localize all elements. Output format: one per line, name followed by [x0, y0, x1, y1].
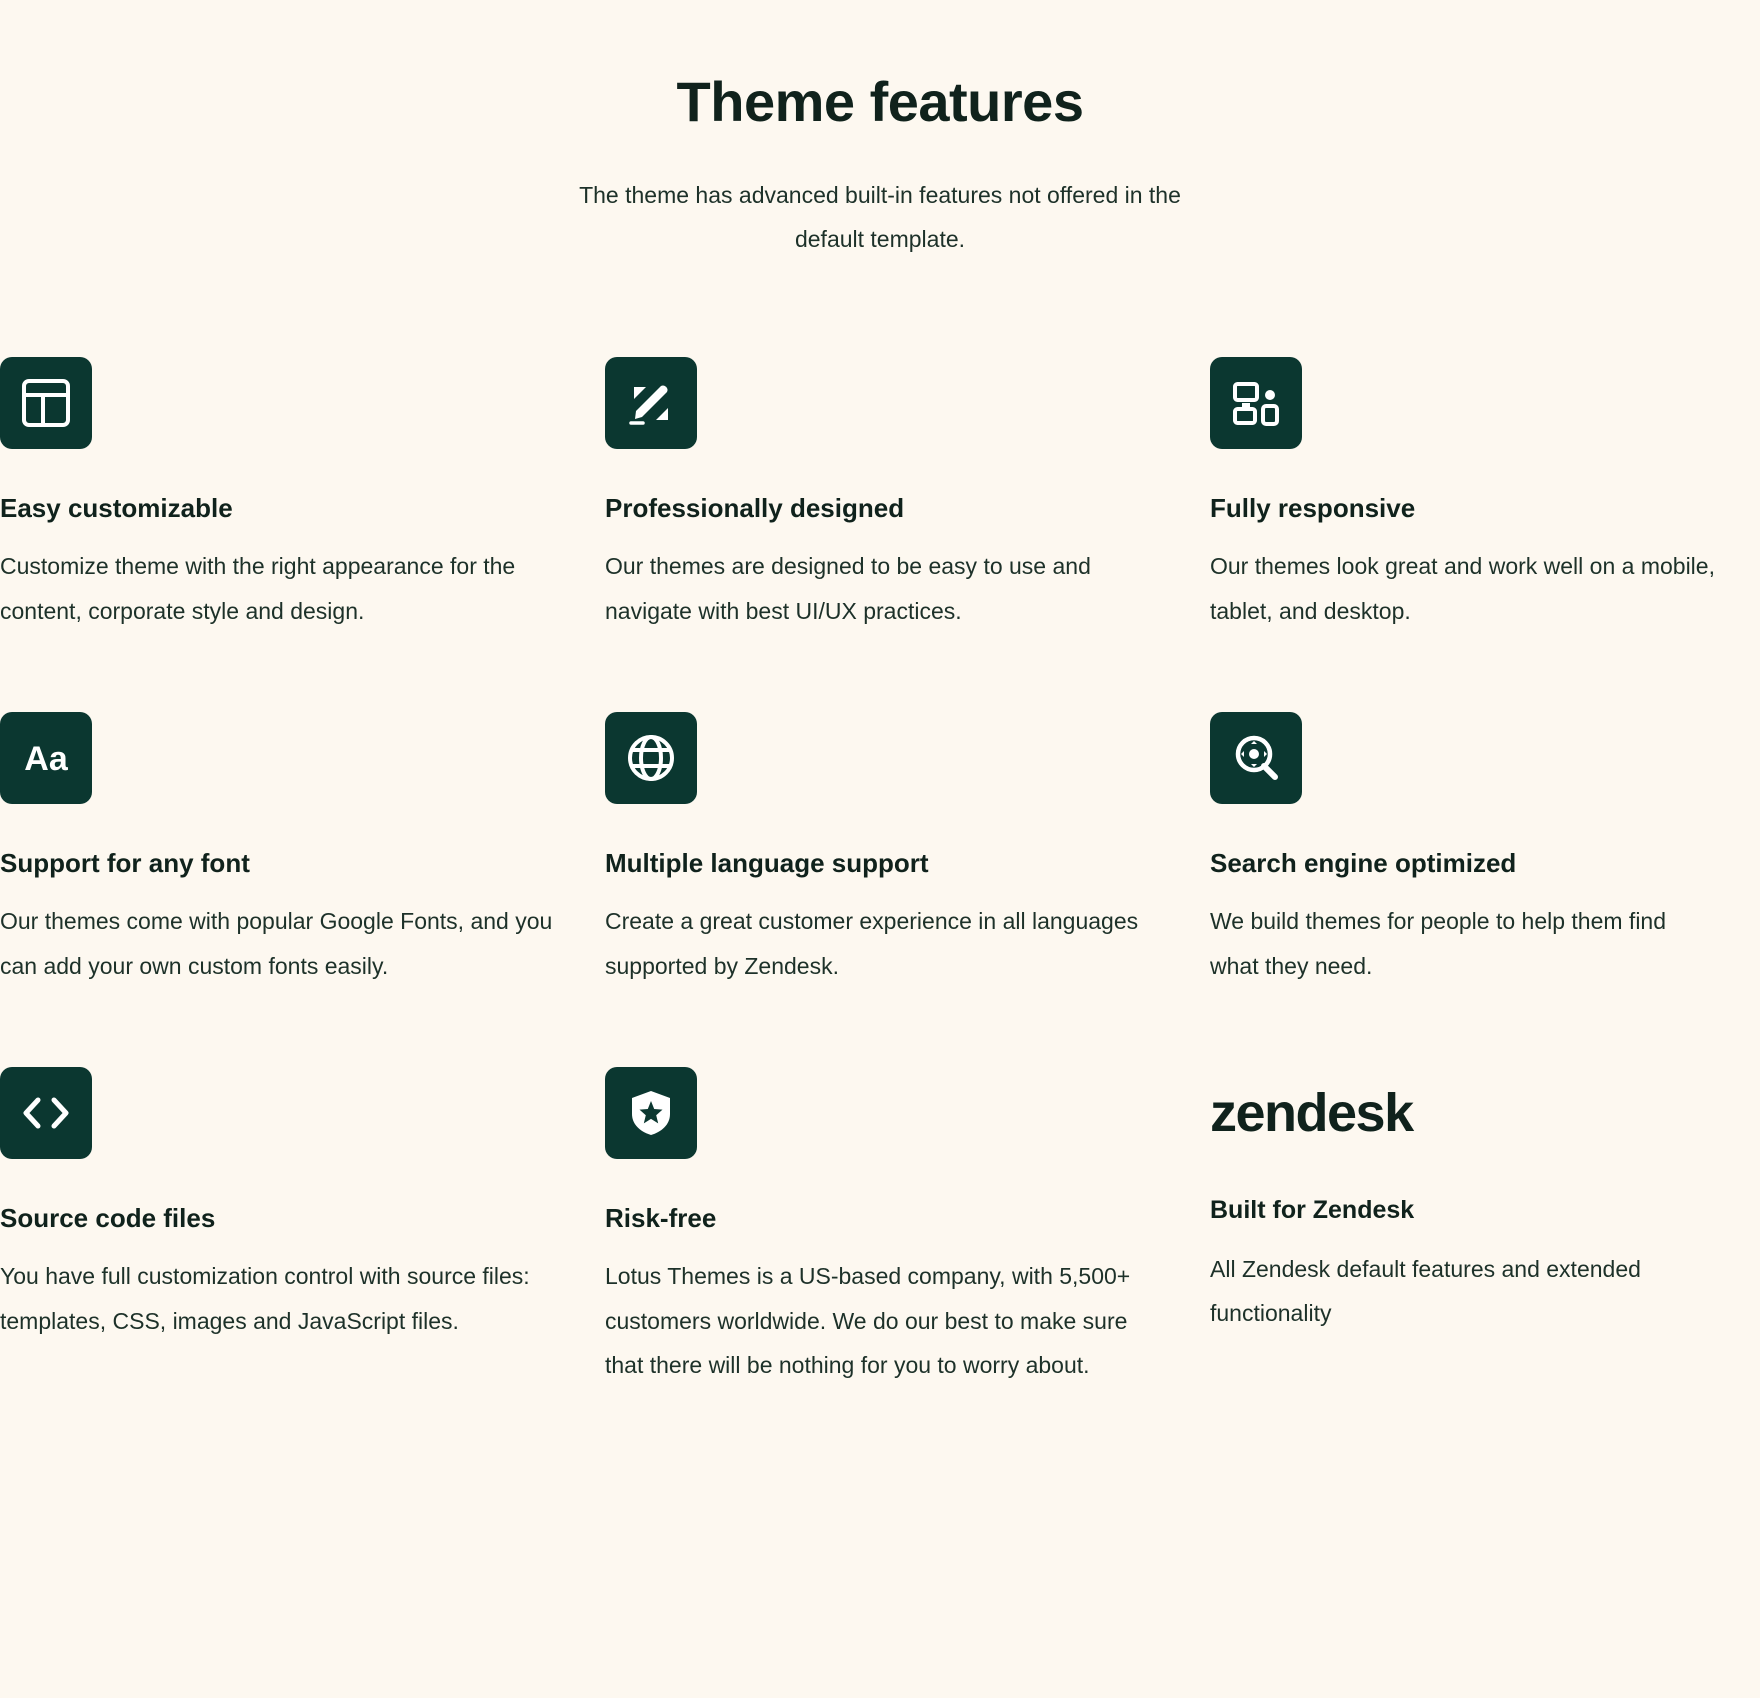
- feature-description: We build themes for people to help them find what they need.: [1210, 907, 1667, 979]
- feature-description: All Zendesk default features and extended functionality: [1210, 1255, 1641, 1327]
- page-subtitle: The theme has advanced built-in features not offered in the default template.: [579, 182, 1181, 253]
- typography-aa-icon: [0, 712, 92, 804]
- feature-card-source-code-files: [0, 1067, 605, 1389]
- zendesk-logo: [1210, 1067, 1720, 1159]
- feature-title: Source code files: [0, 1202, 216, 1233]
- feature-card-multiple-language-support: [605, 712, 1210, 989]
- feature-card-built-for-zendesk: [1210, 1067, 1760, 1389]
- feature-description: You have full customization control with source files: templates, CSS, images and JavaScript files.: [0, 1262, 530, 1334]
- responsive-devices-icon: [1210, 357, 1302, 449]
- feature-description: Our themes are designed to be easy to use and navigate with best UI/UX practices.: [605, 552, 1091, 624]
- feature-description: Our themes come with popular Google Fonts, and you can add your own custom fonts easily.: [0, 907, 553, 979]
- feature-description: Our themes look great and work well on a mobile, tablet, and desktop.: [1210, 552, 1715, 624]
- svg-text:Aa: Aa: [24, 739, 68, 778]
- feature-title: Multiple language support: [605, 847, 929, 878]
- page-title: Theme features: [676, 70, 1084, 133]
- feature-description: Customize theme with the right appearance for the content, corporate style and design.: [0, 552, 516, 624]
- feature-description: Lotus Themes is a US-based company, with 5,500+ customers worldwide. We do our best to make sure that there will be nothing for you to worry about.: [605, 1262, 1131, 1379]
- feature-card-support-for-any-font: [0, 712, 605, 989]
- code-brackets-icon: [0, 1067, 92, 1159]
- feature-card-search-engine-optimized: [1210, 712, 1760, 989]
- feature-title: Search engine optimized: [1210, 847, 1517, 878]
- feature-card-fully-responsive: [1210, 357, 1760, 634]
- feature-card-risk-free: [605, 1067, 1210, 1389]
- search-gear-seo-icon: [1210, 712, 1302, 804]
- feature-title: Easy customizable: [0, 492, 233, 523]
- feature-title: Professionally designed: [605, 492, 905, 523]
- features-grid: [0, 357, 1760, 1388]
- feature-title: Fully responsive: [1210, 492, 1416, 523]
- globe-icon: [605, 712, 697, 804]
- feature-title: Support for any font: [0, 847, 250, 878]
- layout-icon: [0, 357, 92, 449]
- feature-description: Create a great customer experience in all languages supported by Zendesk.: [605, 907, 1139, 979]
- feature-title: Risk-free: [605, 1202, 717, 1233]
- feature-card-professionally-designed: [605, 357, 1210, 634]
- shield-star-icon: [605, 1067, 697, 1159]
- zendesk-wordmark: zendesk: [1210, 1082, 1413, 1143]
- feature-card-easy-customizable: [0, 357, 605, 634]
- feature-title: Built for Zendesk: [1210, 1195, 1415, 1224]
- pencil-ruler-design-icon: [605, 357, 697, 449]
